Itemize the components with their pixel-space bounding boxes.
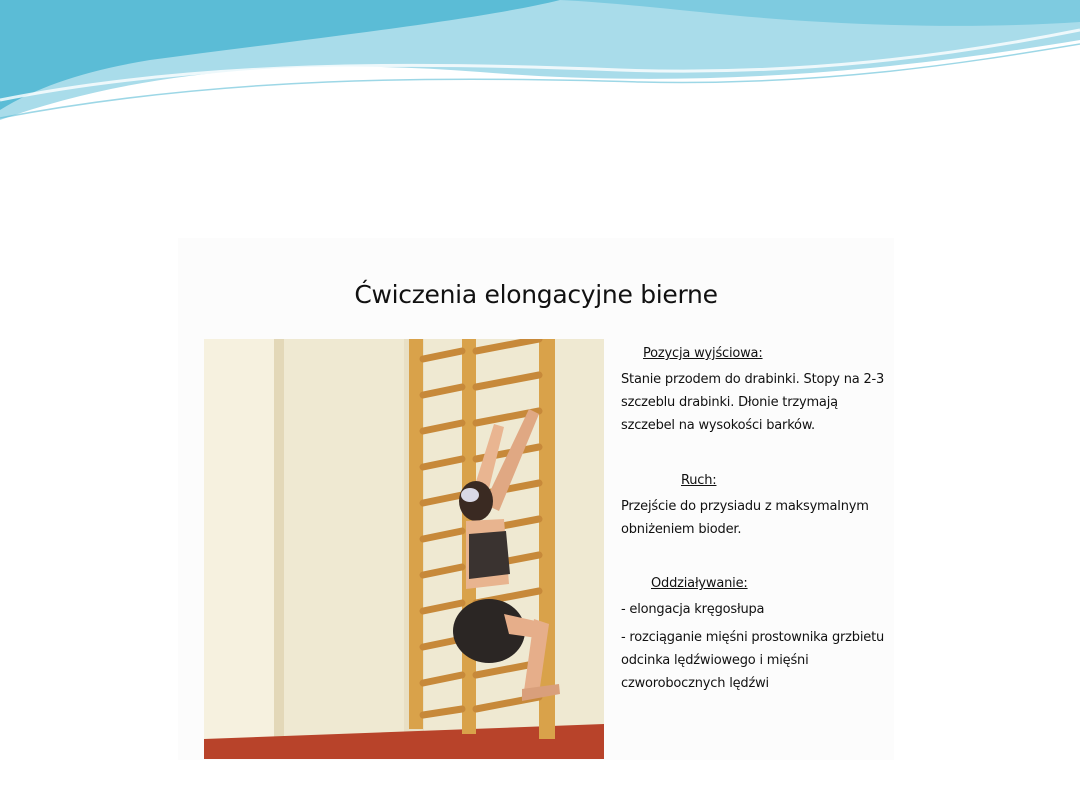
section-heading-effects: Oddziaływanie: [651, 576, 748, 591]
wave-banner [0, 0, 1080, 130]
section-heading-movement: Ruch: [681, 473, 717, 488]
effect-item: - rozciąganie mięśni prostownika grzbietu odcinka lędźwiowego i mięśni czworobocznych lędźwi [621, 630, 885, 691]
effect-item: - elongacja kręgosłupa [621, 602, 765, 617]
section-text-movement: Przejście do przysiadu z maksymalnym obniżeniem bioder. [621, 499, 869, 537]
section-heading-starting-position: Pozycja wyjściowa: [643, 346, 763, 361]
wall-bars-exercise-image [204, 339, 604, 759]
section-text-starting-position: Stanie przodem do drabinki. Stopy na 2-3 szczeblu drabinki. Dłonie trzymają szczebel na wysokości barków. [621, 372, 885, 433]
exercise-card [178, 238, 894, 760]
exercise-description [621, 342, 891, 695]
slide-title: Ćwiczenia elongacyjne bierne [354, 280, 718, 309]
